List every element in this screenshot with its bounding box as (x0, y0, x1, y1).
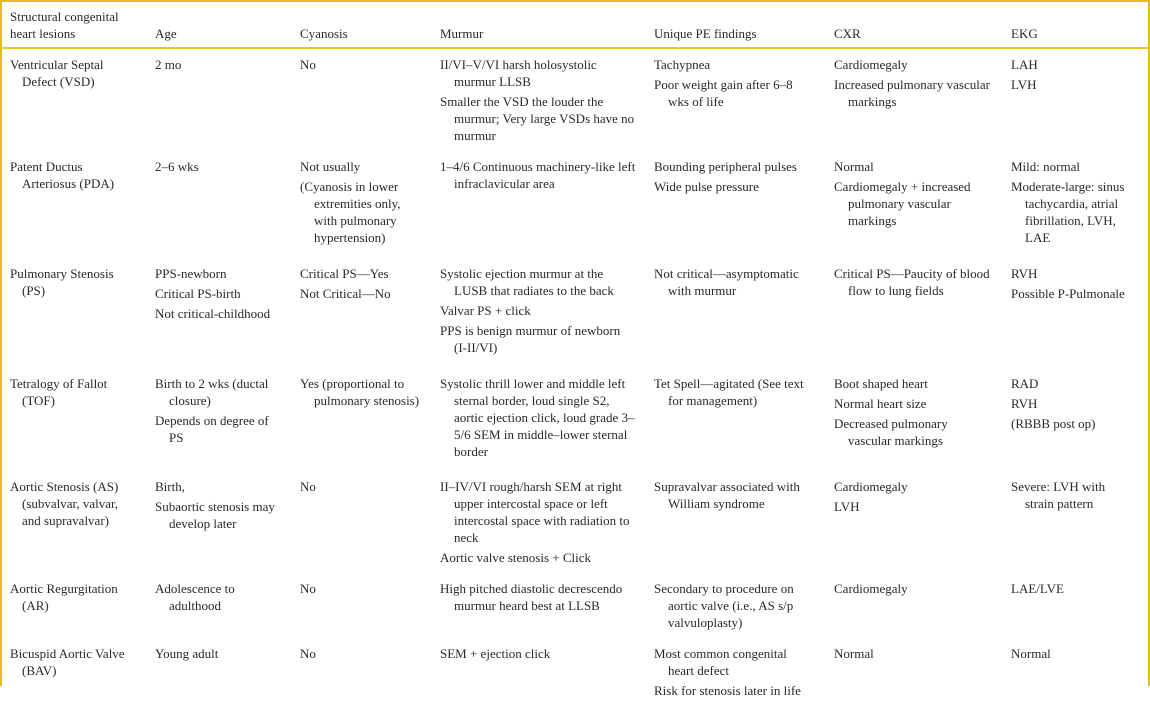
cell-paragraph: Adolescence to adulthood (155, 581, 235, 613)
cell-paragraph: No (300, 646, 316, 661)
cell-paragraph: Decreased pulmonary vascular markings (834, 416, 948, 448)
cell-cxr (828, 49, 1005, 151)
cell-age (149, 49, 294, 151)
cell-paragraph: II/VI–V/VI harsh holosystolic murmur LLSB (440, 57, 597, 89)
table-header-row (2, 2, 1148, 49)
cell-paragraph: Subaortic stenosis may develop later (155, 499, 275, 531)
cell-paragraph: LAE/LVE (1011, 581, 1064, 596)
cell-paragraph: Young adult (155, 646, 219, 661)
cell-paragraph: Critical PS—Paucity of blood flow to lung fields (834, 266, 990, 298)
cell-cyanosis (294, 368, 434, 471)
cell-lesion-name (2, 573, 149, 638)
column-header-cyanosis (294, 25, 434, 42)
cell-unique-pe (648, 368, 828, 471)
cell-paragraph: Not critical-childhood (155, 306, 271, 321)
cell-lesion-name (2, 368, 149, 471)
cell-unique-pe (648, 258, 828, 368)
cell-lesion-name (2, 49, 149, 151)
cell-paragraph: Severe: LVH with strain pattern (1011, 479, 1106, 511)
cell-age (149, 151, 294, 258)
cell-paragraph: High pitched diastolic decrescendo murmur heard best at LLSB (440, 581, 623, 613)
column-header-label: Cyanosis (300, 26, 348, 41)
cell-ekg (1005, 471, 1148, 573)
column-header-label: Unique PE findings (654, 26, 757, 41)
cell-paragraph: Risk for stenosis later in life (654, 683, 801, 698)
column-header-murmur (434, 25, 648, 42)
cell-paragraph: Not Critical—No (300, 286, 391, 301)
cell-paragraph: Cardiomegaly (834, 581, 908, 596)
cell-paragraph: Valvar PS + click (440, 303, 531, 318)
cell-age (149, 368, 294, 471)
cell-unique-pe (648, 573, 828, 638)
cell-murmur (434, 638, 648, 706)
cell-cxr (828, 151, 1005, 258)
column-header-label: Age (155, 26, 177, 41)
table-row (2, 49, 1148, 151)
cell-paragraph: Yes (proportional to pulmonary stenosis) (300, 376, 420, 408)
lesion-name-text: Aortic Stenosis (AS) (subvalvar, valvar, and supravalvar) (10, 479, 119, 528)
cell-paragraph: (RBBB post op) (1011, 416, 1096, 431)
cell-paragraph: II–IV/VI rough/harsh SEM at right upper intercostal space or left intercostal space with radiation to neck (440, 479, 630, 545)
cell-unique-pe (648, 151, 828, 258)
cell-murmur (434, 471, 648, 573)
cell-cxr (828, 368, 1005, 471)
cell-paragraph: Wide pulse pressure (654, 179, 759, 194)
cell-cyanosis (294, 573, 434, 638)
cell-cxr (828, 573, 1005, 638)
cell-cyanosis (294, 151, 434, 258)
cell-paragraph: Increased pulmonary vascular markings (834, 77, 990, 109)
cell-cyanosis (294, 471, 434, 573)
table-row (2, 471, 1148, 573)
cell-murmur (434, 573, 648, 638)
cell-cyanosis (294, 638, 434, 706)
column-header-label: Murmur (440, 26, 484, 41)
column-header-label: EKG (1011, 26, 1038, 41)
cell-paragraph: Tachypnea (654, 57, 711, 72)
cell-murmur (434, 258, 648, 368)
cell-paragraph: Normal (834, 159, 874, 174)
cell-paragraph: Tet Spell—agitated (See text for management) (654, 376, 804, 408)
column-header-label: Structural congenital heart lesions (10, 9, 119, 41)
column-header-cxr (828, 25, 1005, 42)
cell-paragraph: Critical PS-birth (155, 286, 241, 301)
cell-paragraph: PPS is benign murmur of newborn (I-II/VI) (440, 323, 621, 355)
cell-paragraph: Secondary to procedure on aortic valve (i.e., AS s/p valvuloplasty) (654, 581, 794, 630)
column-header-lesions (2, 8, 149, 42)
cell-paragraph: No (300, 57, 316, 72)
cell-paragraph: Most common congenital heart defect (654, 646, 787, 678)
cell-murmur (434, 368, 648, 471)
cell-paragraph: Poor weight gain after 6–8 wks of life (654, 77, 793, 109)
cell-paragraph: Not usually (300, 159, 361, 174)
cell-paragraph: (Cyanosis in lower extremities only, with pulmonary hypertension) (300, 179, 401, 245)
cell-paragraph: Birth to 2 wks (ductal closure) (155, 376, 269, 408)
cell-unique-pe (648, 638, 828, 706)
cell-paragraph: Cardiomegaly + increased pulmonary vascular markings (834, 179, 971, 228)
cell-paragraph: 2 mo (155, 57, 182, 72)
table-row (2, 151, 1148, 258)
cell-age (149, 471, 294, 573)
cell-paragraph: Depends on degree of PS (155, 413, 269, 445)
lesion-name-text: Ventricular Septal Defect (VSD) (10, 57, 104, 89)
cell-lesion-name (2, 471, 149, 573)
cell-paragraph: RVH (1011, 396, 1038, 411)
cell-paragraph: Smaller the VSD the louder the murmur; Very large VSDs have no murmur (440, 94, 635, 143)
cell-ekg (1005, 573, 1148, 638)
cell-ekg (1005, 151, 1148, 258)
cell-paragraph: Cardiomegaly (834, 479, 908, 494)
cell-paragraph: RAD (1011, 376, 1039, 391)
cell-cyanosis (294, 49, 434, 151)
cell-age (149, 638, 294, 706)
cell-paragraph: Bounding peripheral pulses (654, 159, 797, 174)
cell-paragraph: Cardiomegaly (834, 57, 908, 72)
cell-lesion-name (2, 258, 149, 368)
column-header-label: CXR (834, 26, 861, 41)
cell-unique-pe (648, 471, 828, 573)
cell-paragraph: Supravalvar associated with William syndrome (654, 479, 800, 511)
cell-paragraph: Mild: normal (1011, 159, 1080, 174)
cell-cyanosis (294, 258, 434, 368)
cell-paragraph: SEM + ejection click (440, 646, 551, 661)
lesion-name-text: Tetralogy of Fallot (TOF) (10, 376, 108, 408)
cell-paragraph: Normal heart size (834, 396, 927, 411)
cell-paragraph: Systolic thrill lower and middle left sternal border, loud single S2, aortic ejection click, loud grade 3–5/6 SEM in middle–lower sternal border (440, 376, 635, 459)
cell-cxr (828, 258, 1005, 368)
lesion-name-text: Aortic Regurgitation (AR) (10, 581, 118, 613)
cell-paragraph: RVH (1011, 266, 1038, 281)
table-row (2, 258, 1148, 368)
lesion-name-text: Patent Ductus Arteriosus (PDA) (10, 159, 115, 191)
cell-paragraph: No (300, 581, 316, 596)
cell-paragraph: Boot shaped heart (834, 376, 928, 391)
cell-paragraph: Moderate-large: sinus tachycardia, atrial fibrillation, LVH, LAE (1011, 179, 1125, 245)
cell-paragraph: Systolic ejection murmur at the LUSB that radiates to the back (440, 266, 614, 298)
cell-age (149, 258, 294, 368)
cell-ekg (1005, 258, 1148, 368)
cell-paragraph: 2–6 wks (155, 159, 199, 174)
cell-paragraph: LVH (1011, 77, 1037, 92)
cell-lesion-name (2, 638, 149, 706)
cell-paragraph: 1–4/6 Continuous machinery-like left infraclavicular area (440, 159, 636, 191)
cell-unique-pe (648, 49, 828, 151)
cell-paragraph: Birth, (155, 479, 185, 494)
column-header-age (149, 25, 294, 42)
cell-lesion-name (2, 151, 149, 258)
column-header-unique-pe (648, 25, 828, 42)
cell-murmur (434, 151, 648, 258)
cell-paragraph: No (300, 479, 316, 494)
cell-ekg (1005, 368, 1148, 471)
table-row (2, 573, 1148, 638)
cell-paragraph: LAH (1011, 57, 1038, 72)
cell-paragraph: Normal (834, 646, 874, 661)
table-row (2, 638, 1148, 706)
cell-paragraph: Normal (1011, 646, 1051, 661)
lesion-name-text: Bicuspid Aortic Valve (BAV) (10, 646, 125, 678)
cell-cxr (828, 471, 1005, 573)
cell-cxr (828, 638, 1005, 706)
cell-paragraph: Possible P-Pulmonale (1011, 286, 1125, 301)
cell-paragraph: Critical PS—Yes (300, 266, 389, 281)
cell-paragraph: LVH (834, 499, 860, 514)
cell-murmur (434, 49, 648, 151)
cell-ekg (1005, 638, 1148, 706)
cell-paragraph: PPS-newborn (155, 266, 227, 281)
table-row (2, 368, 1148, 471)
cell-paragraph: Aortic valve stenosis + Click (440, 550, 592, 565)
cell-age (149, 573, 294, 638)
column-header-ekg (1005, 25, 1148, 42)
cell-ekg (1005, 49, 1148, 151)
lesion-name-text: Pulmonary Stenosis (PS) (10, 266, 114, 298)
table-body (2, 49, 1148, 706)
cell-paragraph: Not critical—asymptomatic with murmur (654, 266, 799, 298)
